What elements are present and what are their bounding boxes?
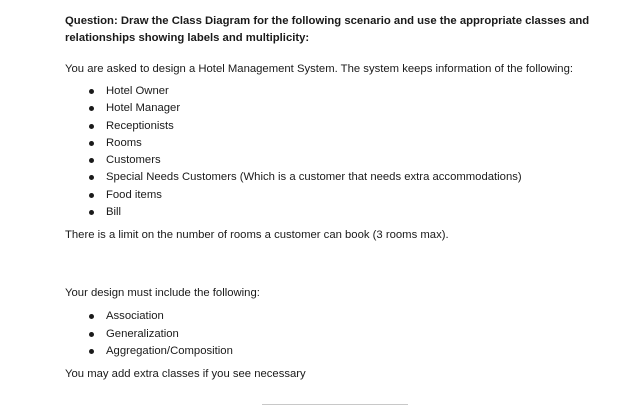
question-heading: Question: Draw the Class Diagram for the following scenario and use the appropriate classes and relationships showing labels and multiplicity: xyxy=(65,15,590,44)
list-item: Generalization xyxy=(65,326,610,343)
document-body xyxy=(65,13,610,383)
bullet-icon xyxy=(89,193,94,198)
design-requirements-heading: Your design must include the following: xyxy=(65,287,260,300)
room-limit-note: There is a limit on the number of rooms a customer can book (3 rooms max). xyxy=(65,229,449,242)
entity-list xyxy=(65,83,610,221)
list-item: Hotel Owner xyxy=(65,83,610,100)
bullet-icon xyxy=(89,158,94,163)
extra-classes-note: You may add extra classes if you see necessary xyxy=(65,368,306,381)
bullet-icon xyxy=(89,314,94,319)
bullet-icon xyxy=(89,210,94,215)
list-item: Receptionists xyxy=(65,118,610,135)
bullet-icon xyxy=(89,124,94,129)
bullet-icon xyxy=(89,332,94,337)
divider xyxy=(262,404,408,405)
list-item: Rooms xyxy=(65,135,610,152)
list-item: Association xyxy=(65,308,610,325)
bullet-icon xyxy=(89,141,94,146)
bullet-icon xyxy=(89,349,94,354)
list-item: Food items xyxy=(65,187,610,204)
list-item: Bill xyxy=(65,204,610,221)
list-item: Special Needs Customers (Which is a customer that needs extra accommodations) xyxy=(65,169,610,186)
list-item: Aggregation/Composition xyxy=(65,343,610,360)
list-item: Hotel Manager xyxy=(65,100,610,117)
bullet-icon xyxy=(89,89,94,94)
bullet-icon xyxy=(89,175,94,180)
requirements-list xyxy=(65,308,610,360)
bullet-icon xyxy=(89,106,94,111)
list-item: Customers xyxy=(65,152,610,169)
intro-paragraph: You are asked to design a Hotel Management System. The system keeps information of the following: xyxy=(65,63,574,75)
